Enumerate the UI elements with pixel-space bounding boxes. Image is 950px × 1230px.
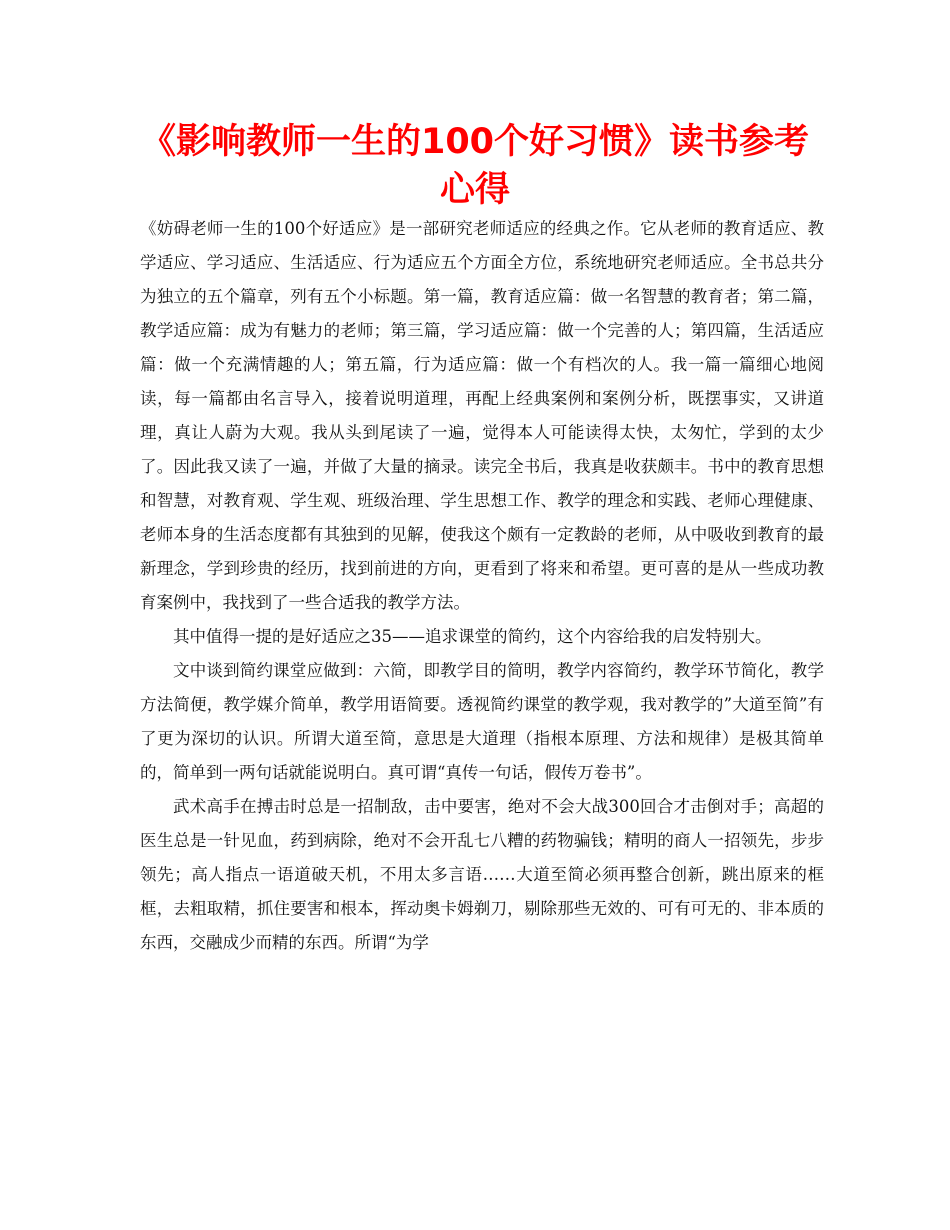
paragraph-2: 其中值得一提的是好适应之35——追求课堂的简约，这个内容给我的启发特别大。: [173, 627, 772, 646]
paragraph-4: 武术高手在搏击时总是一招制敌，击中要害，绝对不会大战300回合才击倒对手；高超的医生总是一针见血，药到病除，绝对不会开乱七八糟的药物骗钱；精明的商人一招领先，步步领先；高人指点一语道破天机，不用太多言语……大道至简必须再整合创新，跳出原来的框框，去粗取精，抓住要害和根本，挥动奥卡姆剃刀，剔除那些无效的、可有可无的、非本质的东西，交融成少而精的东西。所谓“为学: [140, 797, 824, 952]
paragraph-3: 文中谈到简约课堂应做到：六简，即教学目的简明，教学内容简约，教学环节简化，教学方法简便，教学媒介简单，教学用语简要。透视简约课堂的教学观，我对教学的”大道至简”有了更为深切的认识。所谓大道至简，意思是大道理（指根本原理、方法和规律）是极其简单的，简单到一两句话就能说明白。真可谓“真传一句话，假传万卷书”。: [140, 661, 824, 782]
paragraph-1: 《妨碍老师一生的100个好适应》是一部研究老师适应的经典之作。它从老师的教育适应、教学适应、学习适应、生活适应、行为适应五个方面全方位，系统地研究老师适应。全书总共分为独立的五个篇章，列有五个小标题。第一篇，教育适应篇：做一名智慧的教育者；第二篇，教学适应篇：成为有魅力的老师；第三篇，学习适应篇：做一个完善的人；第四篇，生活适应篇：做一个充满情趣的人；第五篇，行为适应篇：做一个有档次的人。我一篇一篇细心地阅读，每一篇都由名言导入，接着说明道理，再配上经典案例和案例分析，既摆事实，又讲道理，真让人蔚为大观。我从头到尾读了一遍，觉得本人可能读得太快，太匆忙，学到的太少了。因此我又读了一遍，并做了大量的摘录。读完全书后，我真是收获颇丰。书中的教育思想和智慧，对教育观、学生观、班级治理、学生思想工作、教学的理念和实践、老师心理健康、老师本身的生活态度都有其独到的见解，使我这个颇有一定教龄的老师，从中吸收到教育的最新理念，学到珍贵的经历，找到前进的方向，更看到了将来和希望。更可喜的是从一些成功教育案例中，我找到了一些合适我的教学方法。: [140, 219, 824, 612]
document-title: 《影响教师一生的100个好习惯》读书参考心得: [140, 122, 810, 210]
document-body: [140, 212, 824, 960]
